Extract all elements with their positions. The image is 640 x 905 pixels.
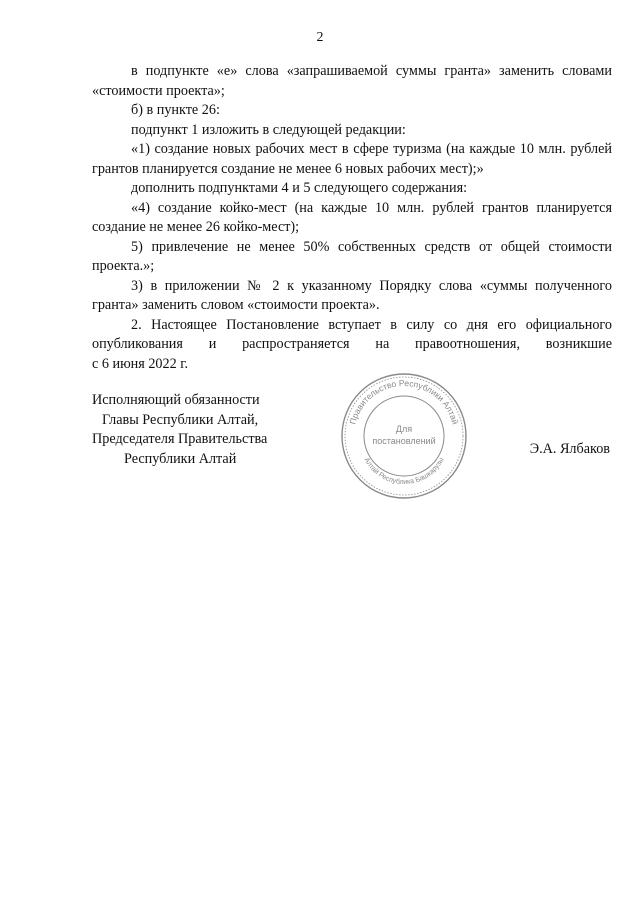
seal-ring-text-path: Правительство Республики Алтай <box>347 377 461 426</box>
signatory-name: Э.А. Ялбаков <box>529 441 610 457</box>
paragraph-8: 3) в приложении № 2 к указанному Порядку слова «суммы полученного гранта» заменить словом «стоимости проекта». <box>92 277 612 313</box>
paragraph-5: дополнить подпунктами 4 и 5 следующего содержания: <box>131 180 468 196</box>
paragraph-7: 5) привлечение не менее 50% собственных средств от общей стоимости проекта.»; <box>92 238 612 274</box>
seal-graphic <box>340 372 468 500</box>
paragraph-6: «4) создание койко-мест (на каждые 10 млн. рублей грантов планируется создание не менее 26 койко-мест); <box>92 199 612 235</box>
paragraph-4: «1) создание новых рабочих мест в сфере туризма (на каждые 10 млн. рублей грантов планируется создание не менее 6 новых рабочих мест);» <box>92 141 612 177</box>
signatory-title-line-3: Председателя Правительства <box>92 431 268 447</box>
signatory-title-line-4: Республики Алтай <box>124 450 237 467</box>
paragraph-9: 2. Настоящее Постановление вступает в силу со дня его официального опубликования и распространяется на правоотношения, возникшие <box>92 316 612 352</box>
signatory-title-line-2: Главы Республики Алтай, <box>102 411 259 428</box>
official-seal <box>340 372 468 500</box>
seal-center-line-2: постановлений <box>372 436 436 446</box>
seal-ring-text-bottom <box>363 457 446 486</box>
signatory-title-line-1: Исполняющий обязанности <box>92 392 260 408</box>
paragraph-9-end: с 6 июня 2022 г. <box>92 355 189 372</box>
paragraph-2: б) в пункте 26: <box>131 102 220 118</box>
seal-ring-text <box>347 378 460 426</box>
page-number: 2 <box>316 30 324 45</box>
seal-ring-text-bottom-path: Алтай Республика Башкарузы <box>362 456 446 487</box>
paragraph-1: в подпункте «е» слова «запрашиваемой суммы гранта» заменить словами «стоимости проекта»; <box>92 63 612 99</box>
seal-center-line-1: Для <box>395 424 413 434</box>
signatory-title <box>92 391 267 469</box>
paragraph-3: подпункт 1 изложить в следующей редакции: <box>131 121 406 138</box>
